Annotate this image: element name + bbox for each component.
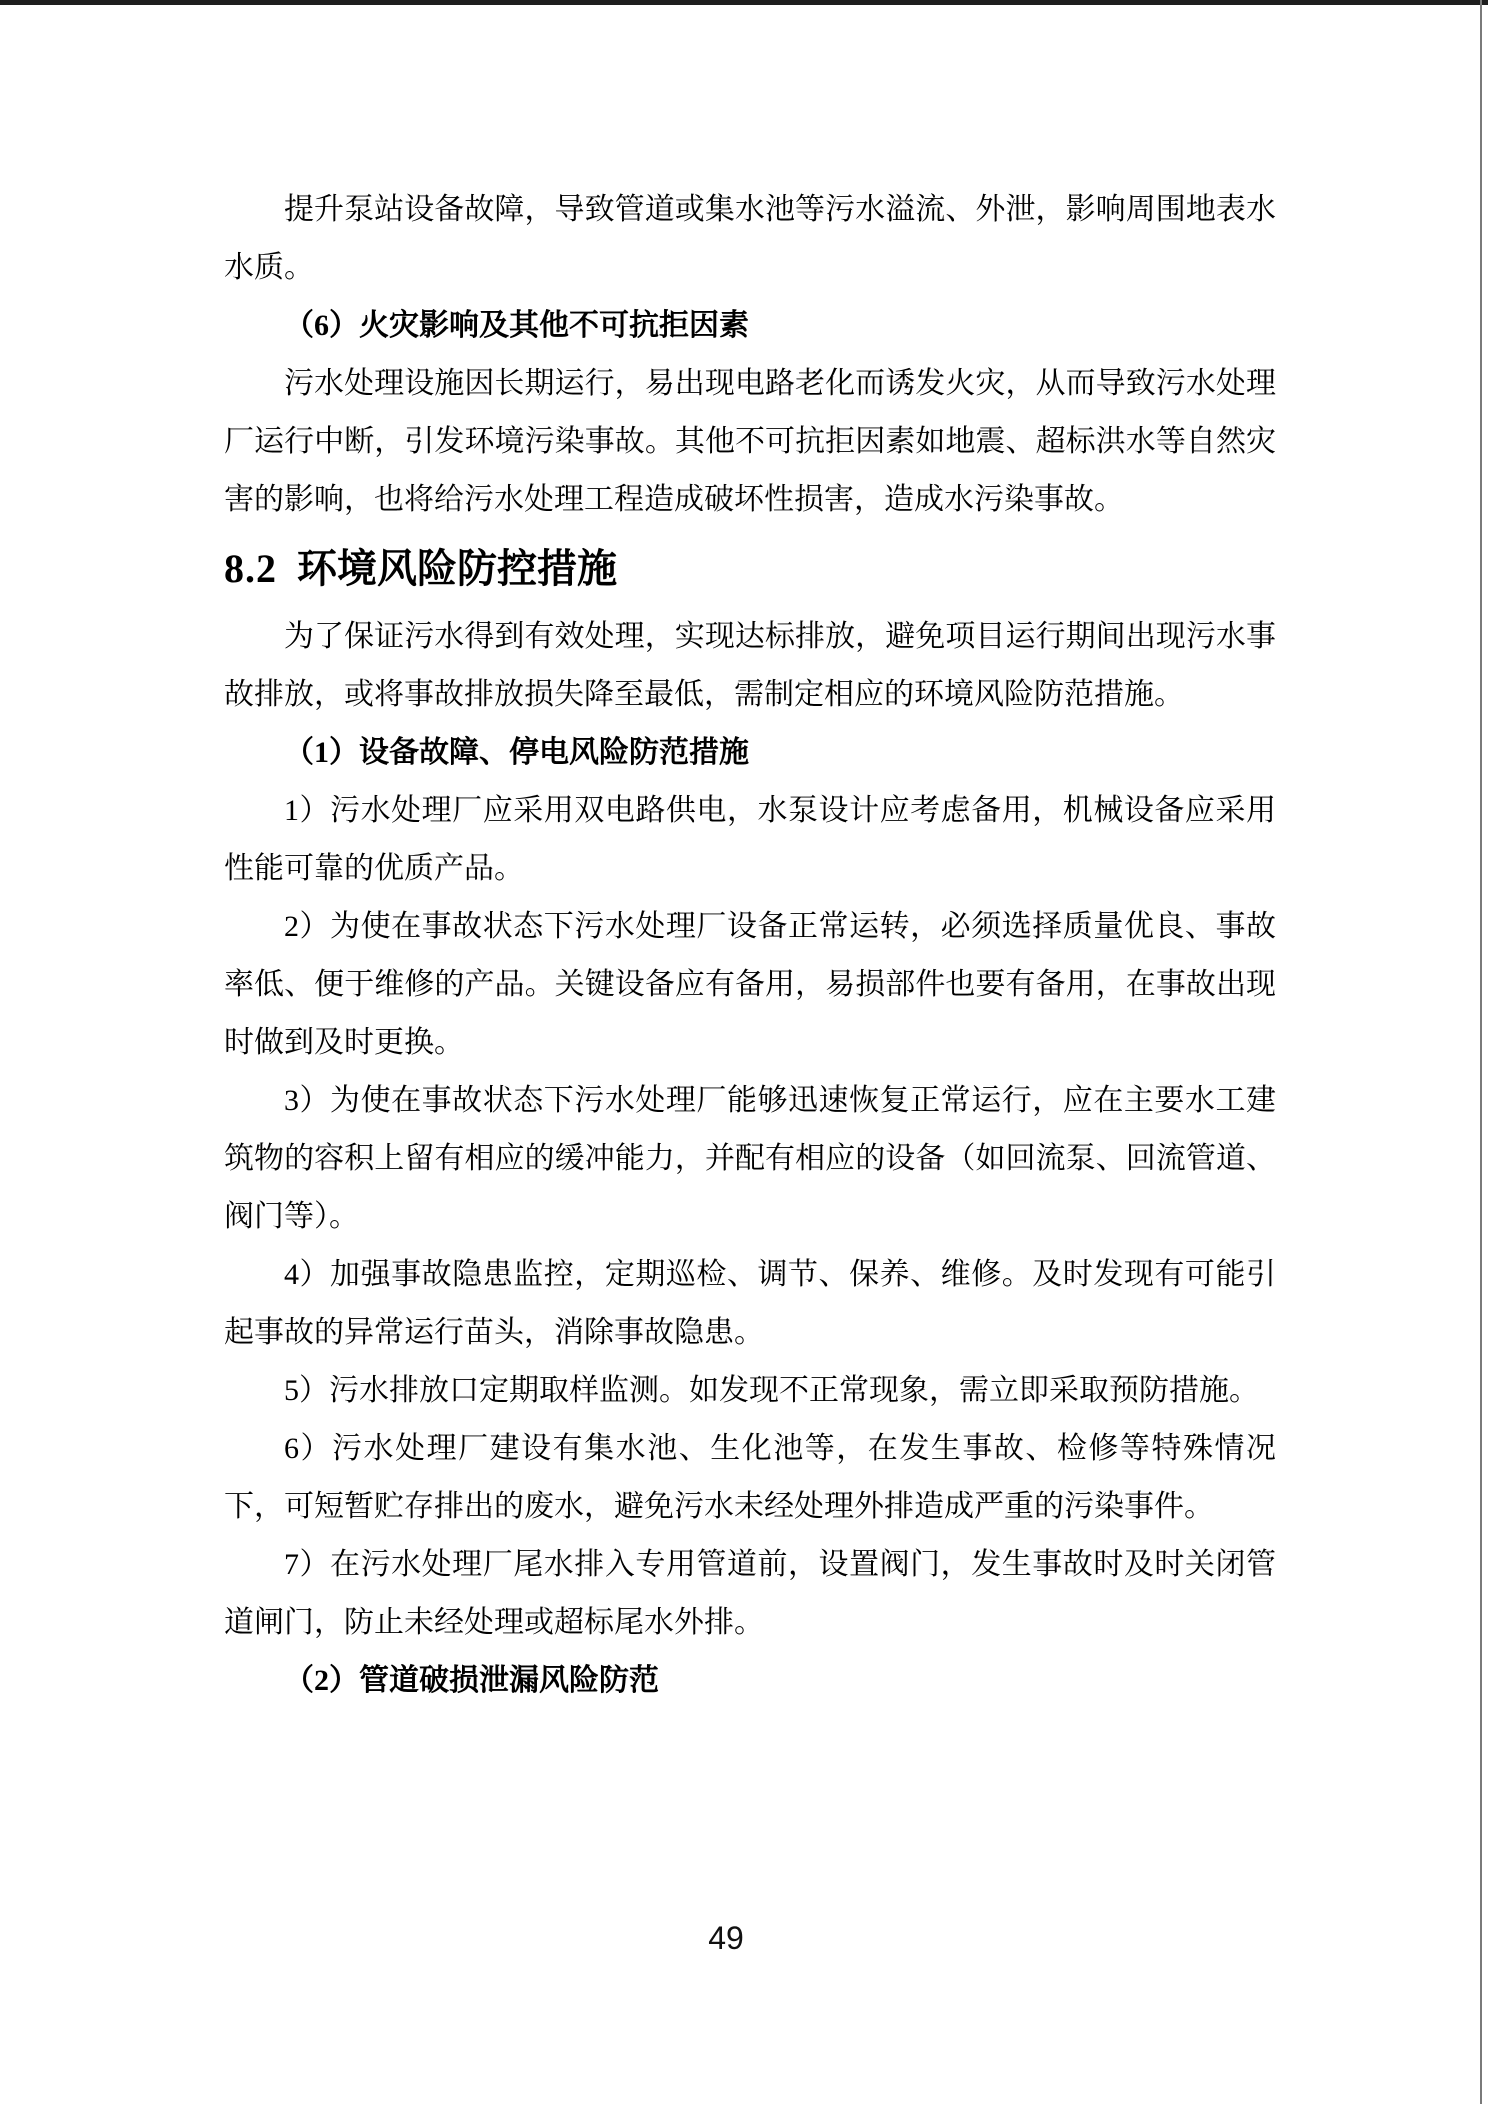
right-edge-rule (1480, 0, 1482, 2104)
paragraph-intro-prevention: 为了保证污水得到有效处理，实现达标排放，避免项目运行期间出现污水事故排放，或将事故排放损失降至最低，需制定相应的环境风险防范措施。 (224, 620, 1276, 711)
paragraph-pump-station-failure: 提升泵站设备故障，导致管道或集水池等污水溢流、外泄，影响周围地表水水质。 (224, 193, 1276, 284)
page-number: 49 (708, 1920, 744, 1956)
section-title: 环境风险防控措施 (297, 546, 617, 591)
paragraph-measure-1-dual-power: 1）污水处理厂应采用双电路供电，水泵设计应考虑备用，机械设备应采用性能可靠的优质产品。 (224, 794, 1276, 885)
paragraph-measure-4-monitoring: 4）加强事故隐患监控，定期巡检、调节、保养、维修。及时发现有可能引起事故的异常运行苗头，消除事故隐患。 (224, 1258, 1276, 1349)
subheading-equipment-power-failure: （1）设备故障、停电风险防范措施 (284, 736, 749, 769)
section-number: 8.2 (224, 546, 277, 591)
paragraph-measure-3-buffer-capacity: 3）为使在事故状态下污水处理厂能够迅速恢复正常运行，应在主要水工建筑物的容积上留有相应的缓冲能力，并配有相应的设备（如回流泵、回流管道、阀门等）。 (224, 1084, 1276, 1233)
subheading-fire-and-force-majeure: （6）火灾影响及其他不可抗拒因素 (284, 309, 749, 342)
paragraph-measure-2-quality-equipment: 2）为使在事故状态下污水处理厂设备正常运转，必须选择质量优良、事故率低、便于维修的产品。关键设备应有备用，易损部件也要有备用，在事故出现时做到及时更换。 (224, 910, 1276, 1059)
subheading-pipeline-leakage: （2）管道破损泄漏风险防范 (284, 1664, 659, 1697)
content-area (224, 181, 1276, 1710)
paragraph-measure-6-storage-tanks: 6）污水处理厂建设有集水池、生化池等，在发生事故、检修等特殊情况下，可短暂贮存排出的废水，避免污水未经处理外排造成严重的污染事件。 (224, 1432, 1276, 1523)
paragraph-measure-5-sampling: 5）污水排放口定期取样监测。如发现不正常现象，需立即采取预防措施。 (284, 1374, 1259, 1407)
page-footer (0, 1918, 1488, 1958)
paragraph-measure-7-valves: 7）在污水处理厂尾水排入专用管道前，设置阀门，发生事故时及时关闭管道闸门，防止未经处理或超标尾水外排。 (224, 1548, 1276, 1639)
section-heading-8-2 (224, 529, 1276, 608)
top-edge-bar (0, 0, 1488, 5)
paragraph-fire-risk: 污水处理设施因长期运行，易出现电路老化而诱发火灾，从而导致污水处理厂运行中断，引发环境污染事故。其他不可抗拒因素如地震、超标洪水等自然灾害的影响，也将给污水处理工程造成破坏性损害，造成水污染事故。 (224, 367, 1276, 516)
